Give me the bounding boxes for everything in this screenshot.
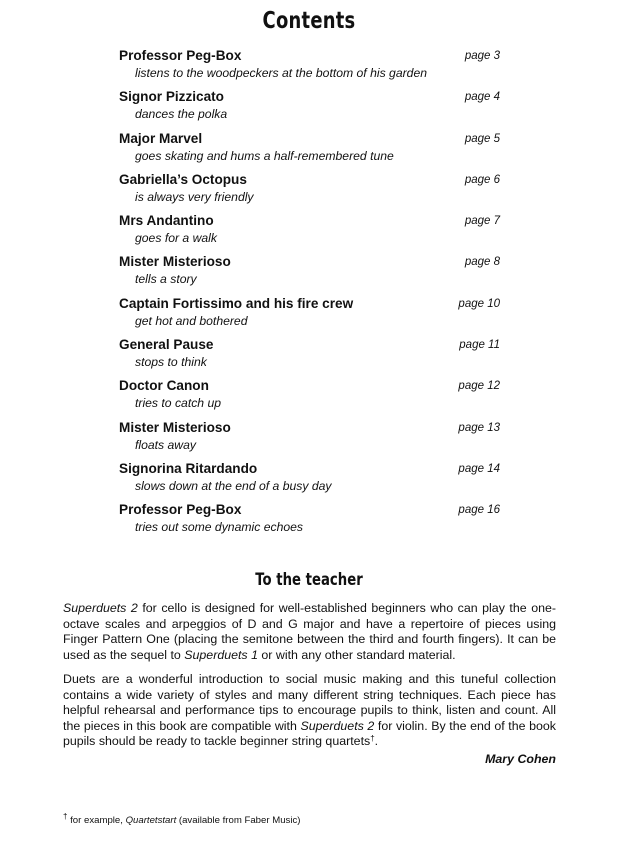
toc-entry-description: stops to think: [135, 355, 207, 370]
toc-entry-name: Professor Peg-Box: [119, 48, 242, 63]
toc-entry-description: listens to the woodpeckers at the bottom of his garden: [135, 66, 427, 80]
toc-entry-description: get hot and bothered: [135, 313, 248, 328]
toc-entry-name: Major Marvel: [119, 130, 203, 146]
toc-entry-page: page 14: [458, 462, 500, 475]
toc-entry-name: General Pause: [119, 337, 214, 353]
toc-entry: [119, 461, 500, 502]
toc-entry: [119, 213, 500, 254]
toc-entry: [119, 420, 500, 461]
author-signature: Mary Cohen: [485, 752, 556, 766]
toc-entry-name: Professor Peg-Box: [119, 502, 242, 518]
toc-entry: [119, 131, 500, 172]
paragraph-text: .: [374, 734, 379, 749]
toc-entry-name: Gabriella’s Octopus: [119, 171, 247, 187]
toc-entry: [119, 378, 500, 419]
toc-entry: [119, 296, 500, 337]
book-title: Superduets 2: [300, 718, 375, 733]
footnote-mark: †: [63, 812, 68, 821]
toc-entry-page: page 7: [464, 215, 500, 228]
toc-entry-page: page 16: [458, 504, 500, 517]
toc-entry-page: page 8: [464, 256, 500, 269]
paragraph-text: for violin. By the end of the book pupils should be ready to tackle beginner string quartets: [63, 718, 556, 749]
toc-entry-page: page 13: [458, 421, 500, 434]
toc-entry-page: page 6: [464, 173, 500, 186]
toc-entry-name: Signorina Ritardando: [119, 460, 258, 476]
toc-entry-name: Captain Fortissimo and his fire crew: [119, 295, 354, 311]
book-title: Superduets 1: [184, 647, 258, 662]
toc-entry-description: tries to catch up: [135, 396, 222, 411]
toc-entry-page: page 12: [458, 380, 500, 393]
paragraph-text: or with any other standard material.: [257, 647, 456, 662]
toc-entry-description: slows down at the end of a busy day: [135, 478, 332, 493]
toc-entry-page: page 11: [459, 339, 500, 352]
toc-entry-page: page 3: [464, 50, 500, 62]
toc-entry: [119, 502, 500, 543]
teacher-paragraph-1: [63, 601, 556, 663]
toc-entry-description: tells a story: [135, 272, 197, 287]
teacher-paragraph-2: [63, 672, 556, 750]
toc-entry-description: floats away: [135, 437, 196, 452]
toc-entry: [119, 254, 500, 295]
toc-entry-description: dances the polka: [135, 107, 228, 122]
footnote: [63, 812, 301, 826]
footnote-text: (available from Faber Music): [176, 815, 301, 826]
toc-entry-name: Mister Misterioso: [119, 254, 231, 270]
paragraph-text: Duets are a wonderful introduction to social music making and this tuneful collection contains a wide variety of styles and many different string techniques. Each piece has helpful rehearsal and performance tips to encourage pupils to think, listen and count. All the pieces in this book are compatible with: [63, 672, 556, 733]
contents-title: Contents: [262, 8, 356, 34]
toc-entry: [119, 172, 500, 213]
toc-entry-description: goes for a walk: [135, 231, 217, 246]
toc-entry-description: goes skating and hums a half-remembered tune: [135, 148, 394, 163]
book-title: Superduets 2: [63, 601, 138, 615]
toc-entry-page: page 10: [458, 297, 500, 310]
toc-entry: [119, 89, 500, 130]
dagger-footnote-mark: †: [370, 734, 375, 744]
toc-entry-description: tries out some dynamic echoes: [135, 520, 303, 535]
toc-entry-name: Mister Misterioso: [119, 419, 231, 435]
teacher-title: To the teacher: [255, 570, 363, 590]
footnote-title: Quartetstart: [125, 815, 177, 826]
toc-entry-description: is always very friendly: [135, 189, 254, 204]
paragraph-text: for cello is designed for well-established beginners who can play the one-octave scales and arpeggios of D and G major and have a repertoire of pieces using Finger Pattern One (placing the semitone between the third and fourth fingers). It can be used as the sequel to: [63, 601, 556, 662]
footnote-text: for example,: [67, 815, 126, 826]
toc-entry-page: page 5: [464, 132, 500, 145]
toc-entry-name: Signor Pizzicato: [119, 89, 224, 105]
toc-entry: [119, 48, 500, 89]
contents-list: [119, 48, 500, 544]
toc-entry-name: Mrs Andantino: [119, 213, 214, 229]
toc-entry-name: Doctor Canon: [119, 378, 209, 394]
toc-entry-page: page 4: [464, 91, 500, 104]
toc-entry: [119, 337, 500, 378]
